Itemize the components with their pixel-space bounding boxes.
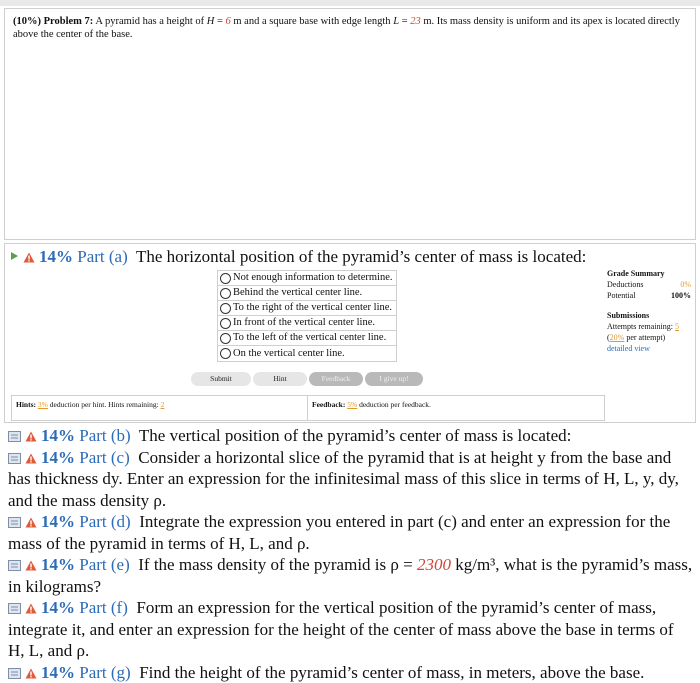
attempts-label: Attempts remaining: xyxy=(607,322,675,331)
per-attempt: (20% per attempt) xyxy=(607,333,666,342)
document-icon xyxy=(8,431,21,442)
problem-text-3: m. Its mass density is uniform and its apex is located directly above the center of the base. xyxy=(13,16,680,40)
feedback-label: Feedback: xyxy=(312,400,346,409)
per-attempt-pct: 20% xyxy=(609,333,625,342)
document-icon xyxy=(8,560,21,571)
part-text-2: kg/m³, what is the pyramid’s mass, in kilograms? xyxy=(8,555,693,596)
feedback-text: deduction per feedback. xyxy=(357,400,431,409)
part-name: Part (d) xyxy=(79,512,131,531)
answer-options xyxy=(217,270,397,362)
equals-2: = xyxy=(399,16,411,27)
feedback-button[interactable]: Feedback xyxy=(309,372,363,386)
part-g[interactable] xyxy=(8,662,694,683)
option-left[interactable] xyxy=(218,331,396,346)
var-L: L xyxy=(393,16,400,27)
attempts-value: 5 xyxy=(675,322,679,331)
option-label: Not enough information to determine. xyxy=(233,272,393,283)
warning-icon xyxy=(25,453,37,464)
part-percent: 14% xyxy=(41,426,75,445)
per-attempt-text: per attempt) xyxy=(624,333,666,342)
option-right[interactable] xyxy=(218,301,396,316)
part-text: Integrate the expression you entered in part (c) and enter an expression for the mass of the pyramid in terms of H, L, and ρ. xyxy=(8,512,671,553)
hints-info xyxy=(11,395,307,421)
part-name: Part (g) xyxy=(79,662,131,682)
radio-button[interactable] xyxy=(220,303,231,314)
part-a-panel xyxy=(4,243,696,423)
density-value: 2300 xyxy=(416,555,451,574)
deductions-label: Deductions xyxy=(607,280,644,289)
part-text: Form an expression for the vertical position of the pyramid’s center of mass, integrate it, and enter an expression for the height of the center of mass above the base in terms of H, L, and ρ. xyxy=(8,598,674,660)
part-name: Part (f) xyxy=(79,598,128,617)
radio-button[interactable] xyxy=(220,333,231,344)
option-label: Behind the vertical center line. xyxy=(233,287,363,298)
top-strip xyxy=(0,0,700,6)
part-f[interactable] xyxy=(8,597,694,662)
radio-button[interactable] xyxy=(220,273,231,284)
part-name: Part (b) xyxy=(79,426,131,445)
part-percent: 14% xyxy=(41,662,75,682)
part-percent: 14% xyxy=(41,447,75,467)
hints-label: Hints: xyxy=(16,400,37,409)
radio-button[interactable] xyxy=(220,348,231,359)
attempts-remaining xyxy=(607,321,691,332)
potential-row xyxy=(607,290,691,301)
option-label: To the right of the vertical center line. xyxy=(233,302,393,313)
part-e[interactable] xyxy=(8,554,694,597)
grade-summary xyxy=(607,268,691,354)
deductions-value: 0% xyxy=(680,280,691,289)
part-percent: 14% xyxy=(41,512,75,531)
hint-button[interactable]: Hint xyxy=(253,372,307,386)
deductions-row xyxy=(607,279,691,290)
warning-icon xyxy=(25,668,37,679)
warning-icon xyxy=(25,431,37,442)
submissions-title: Submissions xyxy=(607,311,650,320)
option-label: In front of the vertical center line. xyxy=(233,317,375,328)
warning-icon xyxy=(25,560,37,571)
part-a-name: Part (a) xyxy=(77,247,128,266)
problem-text-2: m and a square base with edge length xyxy=(230,16,394,27)
option-front[interactable] xyxy=(218,316,396,331)
submit-button[interactable]: Submit xyxy=(191,372,251,386)
potential-value: 100% xyxy=(671,291,691,300)
hints-deduction: 3% xyxy=(37,400,48,409)
option-behind[interactable] xyxy=(218,286,396,301)
document-icon xyxy=(8,453,21,464)
part-a-question: The horizontal position of the pyramid’s center of mass is located: xyxy=(135,247,587,266)
part-name: Part (e) xyxy=(79,555,130,574)
equals-1: = xyxy=(214,16,226,27)
option-not-enough-info[interactable] xyxy=(218,271,396,286)
part-a-percent: 14% xyxy=(39,247,73,266)
play-icon[interactable] xyxy=(11,252,18,260)
feedback-deduction: 5% xyxy=(347,400,358,409)
detailed-view-link[interactable]: detailed view xyxy=(607,344,650,353)
height-value: 6 xyxy=(225,16,231,27)
warning-icon xyxy=(25,517,37,528)
option-on-center-line[interactable] xyxy=(218,346,396,361)
part-percent: 14% xyxy=(41,555,75,574)
part-text: The vertical position of the pyramid’s center of mass is located: xyxy=(138,426,572,445)
hints-text: deduction per hint. Hints remaining: xyxy=(47,400,161,409)
option-label: On the vertical center line. xyxy=(233,347,345,359)
potential-label: Potential xyxy=(607,291,636,300)
part-percent: 14% xyxy=(41,598,75,617)
part-name: Part (c) xyxy=(79,447,130,467)
option-label: To the left of the vertical center line. xyxy=(233,332,387,343)
problem-statement-panel xyxy=(4,8,696,240)
var-H: H xyxy=(206,16,215,27)
problem-label: Problem 7: xyxy=(43,16,94,27)
part-text-1: If the mass density of the pyramid is ρ = xyxy=(138,555,417,574)
document-icon xyxy=(8,603,21,614)
give-up-button[interactable]: I give up! xyxy=(365,372,423,386)
part-d[interactable] xyxy=(8,511,694,554)
part-c[interactable] xyxy=(8,447,694,512)
problem-weight: (10%) xyxy=(13,16,41,27)
grade-summary-title: Grade Summary xyxy=(607,269,665,278)
radio-button[interactable] xyxy=(220,288,231,299)
warning-icon xyxy=(23,252,35,263)
document-icon xyxy=(8,517,21,528)
warning-icon xyxy=(25,603,37,614)
hints-remaining: 2 xyxy=(160,400,165,409)
edge-length-value: 23 xyxy=(410,16,421,27)
part-a-header xyxy=(11,246,586,268)
part-text: Consider a horizontal slice of the pyramid that is at height y from the base and has thickness dy. Enter an expression for the infinitesimal mass of this slice in terms of H, L, y, dy, and the mass density ρ. xyxy=(8,447,679,510)
problem-text-1: A pyramid has a height of xyxy=(93,16,207,27)
problem-text xyxy=(13,15,689,41)
part-text: Find the height of the pyramid’s center of mass, in meters, above the base. xyxy=(139,662,645,682)
remaining-parts xyxy=(8,425,694,683)
radio-button[interactable] xyxy=(220,318,231,329)
document-icon xyxy=(8,668,21,679)
part-b[interactable] xyxy=(8,425,694,447)
feedback-info xyxy=(307,395,605,421)
